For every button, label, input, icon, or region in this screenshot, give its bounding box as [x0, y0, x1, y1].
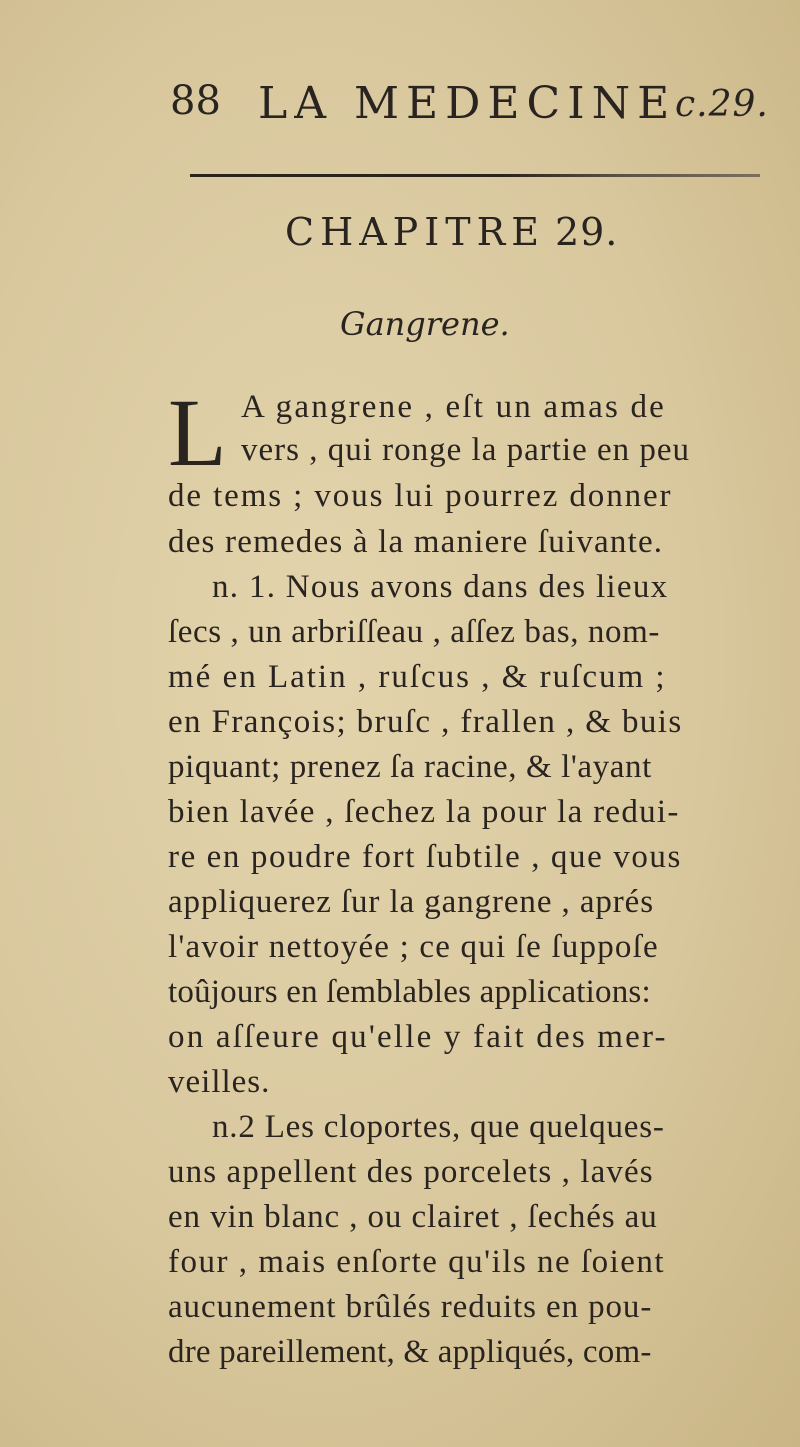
body-line: re en poudre fort ſubtile , que vous [168, 839, 682, 875]
chapter-reference: c.29. [675, 84, 769, 125]
body-line: piquant; prenez ſa racine, & l'ayant [168, 749, 652, 785]
header-rule [190, 174, 760, 177]
body-line: toûjours en ſemblables applications: [168, 974, 651, 1010]
chapter-label: CHAPITRE [285, 210, 545, 254]
chapter-heading [285, 210, 725, 254]
page-number: 88 [170, 78, 221, 124]
running-header [170, 78, 770, 138]
body-line: uns appellent des porcelets , lavés [168, 1154, 654, 1190]
body-line: aucunement brûlés reduits en pou- [168, 1289, 653, 1325]
body-line: veilles. [168, 1064, 271, 1100]
body-line: en vin blanc , ou clairet , ſechés au [168, 1199, 658, 1235]
body-line: n. 1. Nous avons dans des lieux [212, 569, 669, 605]
body-line: l'avoir nettoyée ; ce qui ſe ſuppoſe [168, 929, 659, 965]
body-line: A gangrene , eſt un amas de [241, 389, 667, 425]
body-line: four , mais enſorte qu'ils ne ſoient [168, 1244, 666, 1280]
body-line: des remedes à la maniere ſuivante. [168, 524, 664, 560]
drop-capital: L [168, 379, 227, 486]
chapter-number: 29. [554, 210, 619, 254]
running-title: LA MEDECINE [258, 78, 677, 129]
body-line: on aſſeure qu'elle y fait des mer- [168, 1019, 668, 1055]
body-line: bien lavée , ſechez la pour la redui- [168, 794, 680, 830]
chapter-subtitle: Gangrene. [340, 305, 510, 343]
body-line: dre pareillement, & appliqués, com- [168, 1334, 652, 1370]
body-line: ſecs , un arbriſſeau , aſſez bas, nom- [168, 614, 660, 650]
body-line: en François; bruſc , frallen , & buis [168, 704, 683, 740]
body-line: appliquerez ſur la gangrene , aprés [168, 884, 654, 920]
body-line: mé en Latin , ruſcus , & ruſcum ; [168, 659, 667, 695]
body-line: n.2 Les cloportes, que quelques- [212, 1109, 665, 1145]
body-line: vers , qui ronge la partie en peu [241, 432, 691, 468]
body-line: de tems ; vous lui pourrez donner [168, 478, 673, 514]
